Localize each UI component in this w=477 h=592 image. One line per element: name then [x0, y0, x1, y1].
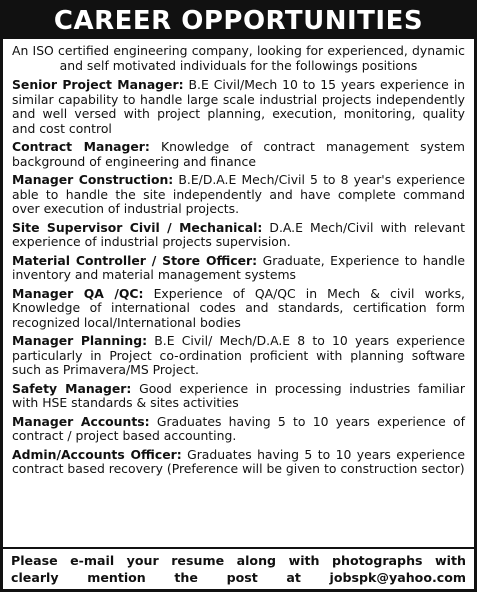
position-description: D.A.E Mech/Civil with relevant experience of industrial projects supervision. — [12, 219, 465, 249]
position-manager-planning — [12, 334, 465, 378]
position-description: Experience of QA/QC in Mech & civil works, Knowledge of international codes and standards, certification form recognized local/International bodies — [12, 285, 465, 330]
intro-text: An ISO certified engineering company, looking for experienced, dynamic and self motivated individuals for the followings positions — [12, 43, 465, 73]
position-description: Graduate, Experience to handle inventory and material management systems — [12, 252, 465, 282]
apply-line-2: clearly mention the post at jobspk@yahoo.com — [11, 570, 466, 585]
position-title: Contract Manager: — [12, 139, 150, 154]
position-description: B.E/D.A.E Mech/Civil 5 to 8 year's experience able to handle the site independently and have complete command over execution of industrial projects. — [12, 172, 465, 216]
position-description: B.E Civil/Mech 10 to 15 years experience in similar capability to handle large scale industrial projects independently and well versed with project planning, execution, monitoring, quality and cost control — [12, 77, 465, 136]
position-site-supervisor — [12, 221, 465, 250]
position-admin-accounts-officer — [12, 448, 465, 477]
position-title: Manager Accounts: — [12, 413, 150, 429]
ad-title: CAREER OPPORTUNITIES — [3, 3, 474, 39]
position-description: Graduates having 5 to 10 years experience of contract / project based accounting. — [12, 413, 465, 443]
position-title: Senior Project Manager: — [12, 77, 184, 92]
apply-line-1: Please e-mail your resume along with photographs with — [11, 553, 466, 568]
position-title: Safety Manager: — [12, 380, 132, 396]
position-description: Good experience in processing industries familiar with HSE standards & sites activities — [12, 380, 465, 410]
position-title: Manager QA /QC: — [12, 285, 144, 301]
ad-body — [3, 39, 474, 477]
position-title: Manager Planning: — [12, 333, 148, 348]
position-material-controller — [12, 254, 465, 283]
position-title: Site Supervisor Civil / Mechanical: — [12, 219, 263, 235]
position-title: Admin/Accounts Officer: — [12, 446, 182, 462]
position-description: Knowledge of contract management system background of engineering and finance — [12, 139, 465, 169]
apply-instructions — [3, 547, 474, 589]
position-description: B.E Civil/ Mech/D.A.E 8 to 10 years experience particularly in Project co-ordination proficient with planning software such as Primavera/MS Project. — [12, 333, 465, 377]
position-safety-manager — [12, 382, 465, 411]
position-title: Manager Construction: — [12, 172, 174, 187]
position-contract-manager — [12, 140, 465, 169]
position-manager-accounts — [12, 415, 465, 444]
position-senior-project-manager — [12, 78, 465, 136]
position-title: Material Controller / Store Officer: — [12, 252, 258, 268]
position-manager-construction — [12, 173, 465, 217]
position-description: Graduates having 5 to 10 years experience contract based recovery (Preference will be given to construction sector) — [12, 446, 465, 476]
position-manager-qa-qc — [12, 287, 465, 331]
